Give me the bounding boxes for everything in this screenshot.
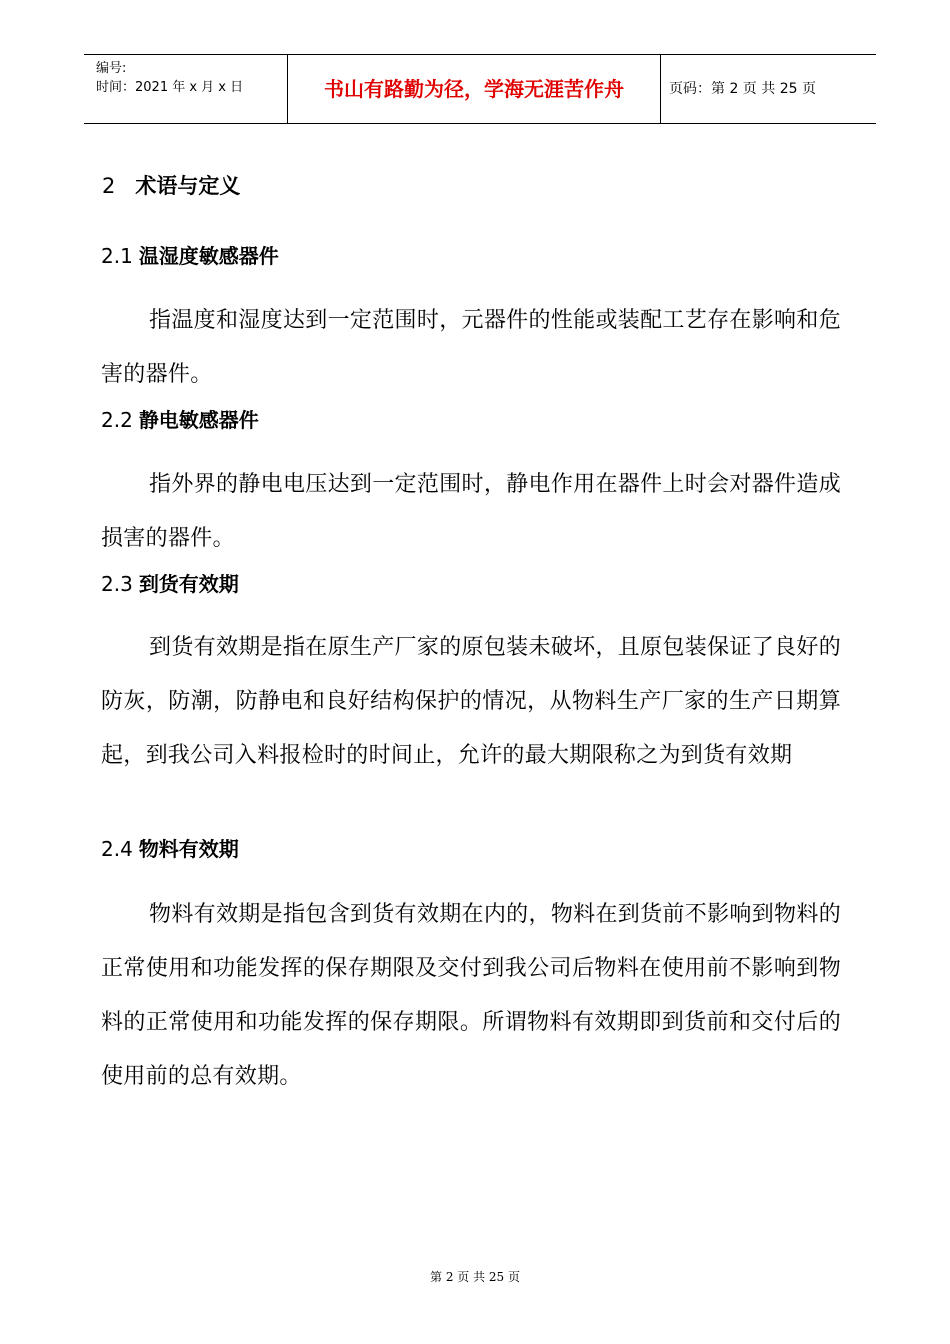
subsection-heading-2-2 (101, 404, 259, 433)
paragraph-2-1: 指温度和湿度达到一定范围时，元器件的性能或装配工艺存在影响和危害的器件。 (101, 308, 841, 387)
header-motto: 书山有路勤为径，学海无涯苦作舟 (287, 55, 661, 123)
header-page-number: 页码：第 2 页 共 25 页 (669, 81, 816, 97)
document-number-label: 编号: (96, 61, 127, 76)
section-heading (102, 170, 240, 200)
document-time-label: 时间：2021 年 x 月 x 日 (96, 80, 244, 95)
header-meta (84, 55, 287, 123)
subsection-title: 温湿度敏感器件 (138, 244, 279, 268)
subsection-number: 2.1 (101, 244, 133, 268)
section-title: 术语与定义 (135, 174, 241, 198)
subsection-title: 到货有效期 (138, 572, 239, 596)
page-footer: 第 2 页 共 25 页 (430, 1270, 520, 1284)
subsection-title: 静电敏感器件 (138, 408, 259, 432)
section-number: 2 (102, 174, 116, 198)
subsection-heading-2-1 (101, 240, 279, 269)
page-header (84, 54, 876, 124)
paragraph-2-2: 指外界的静电电压达到一定范围时，静电作用在器件上时会对器件造成损害的器件。 (101, 472, 841, 551)
subsection-heading-2-3 (101, 568, 239, 597)
subsection-title: 物料有效期 (138, 837, 239, 861)
subsection-number: 2.2 (101, 408, 133, 432)
subsection-heading-2-4 (101, 833, 239, 862)
subsection-number: 2.4 (101, 837, 133, 861)
paragraph-2-4: 物料有效期是指包含到货有效期在内的，物料在到货前不影响到物料的正常使用和功能发挥的保存期限及交付到我公司后物料在使用前不影响到物料的正常使用和功能发挥的保存期限。所谓物料有效期即到货前和交付后的使用前的总有效期。 (101, 902, 841, 1089)
subsection-number: 2.3 (101, 572, 133, 596)
paragraph-2-3: 到货有效期是指在原生产厂家的原包装未破坏，且原包装保证了良好的防灰，防潮，防静电和良好结构保护的情况，从物料生产厂家的生产日期算起，到我公司入料报检时的时间止，允许的最大期限称之为到货有效期 (101, 635, 841, 768)
